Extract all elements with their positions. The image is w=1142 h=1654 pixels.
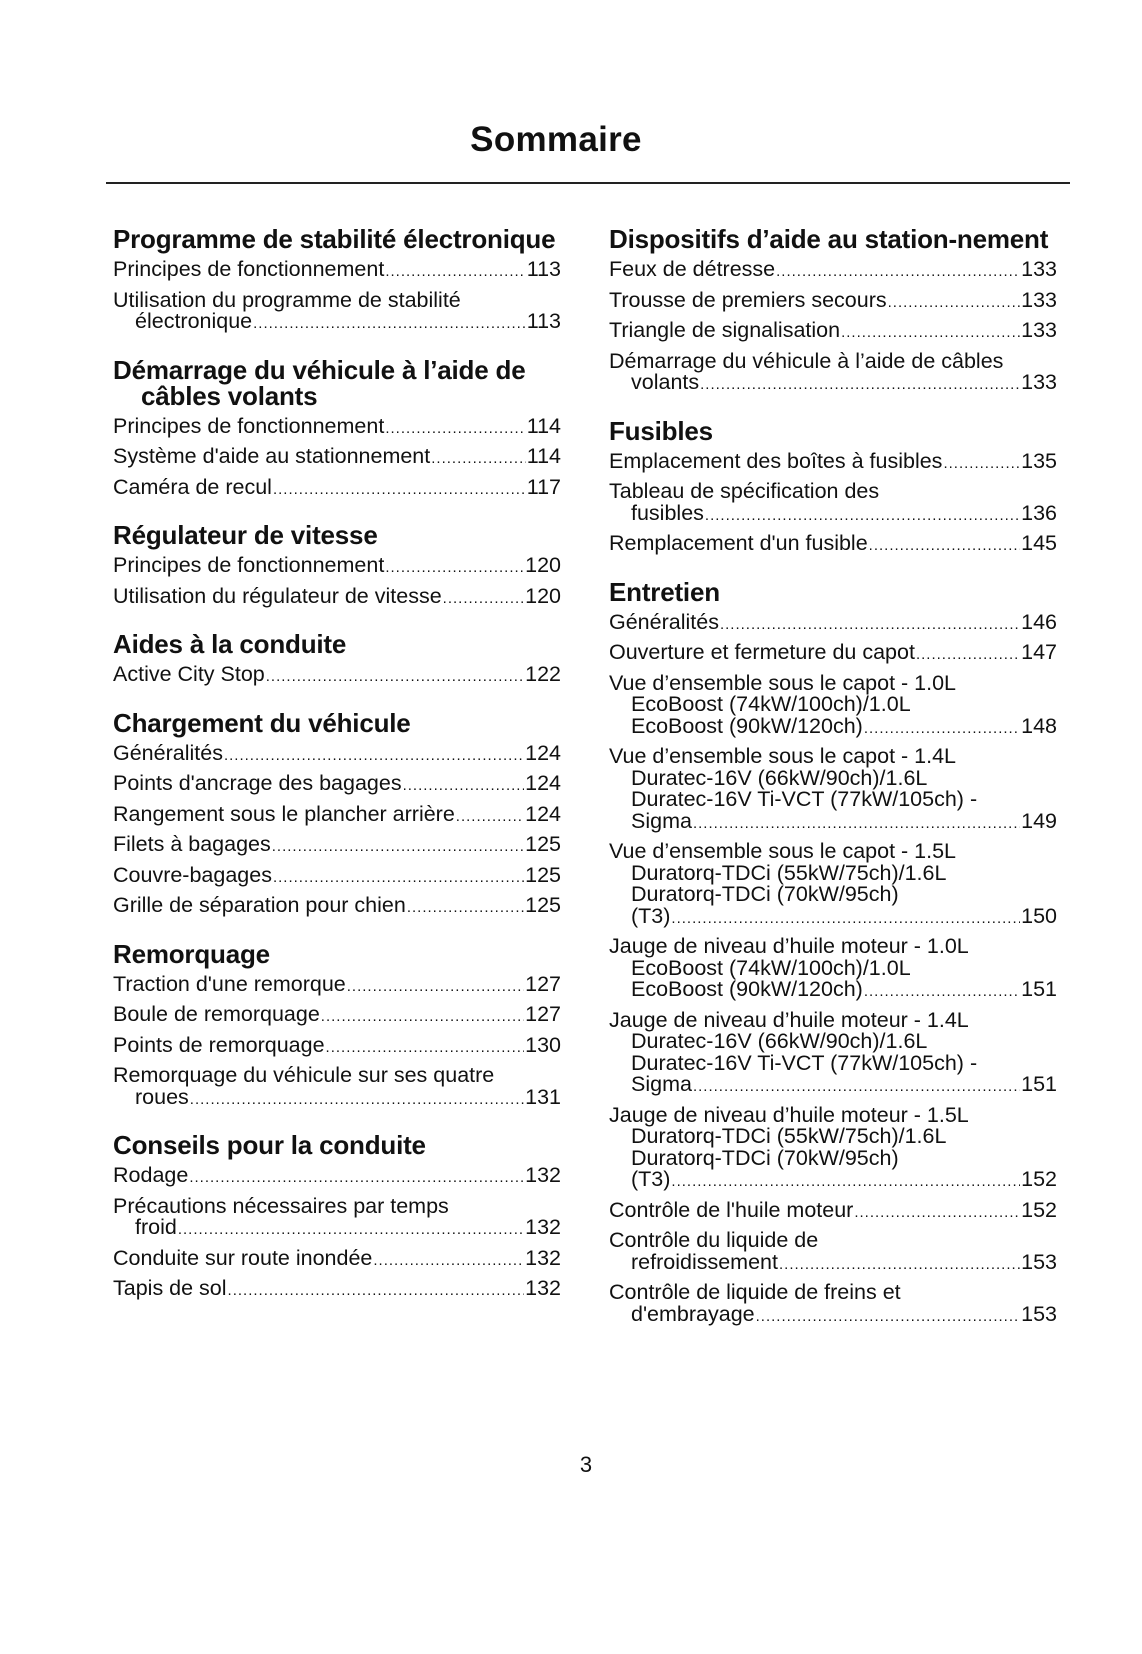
entry-last-line: [113, 834, 561, 858]
entry-last-line: [113, 773, 561, 797]
toc-section: [113, 522, 561, 609]
toc-entry[interactable]: [609, 533, 1057, 557]
entry-page-number[interactable]: 114: [526, 413, 561, 438]
entry-page-number[interactable]: 150: [1021, 903, 1057, 928]
entry-page-number[interactable]: 117: [526, 474, 561, 499]
dot-leader: [841, 322, 1020, 344]
entry-last-line: [609, 1169, 1057, 1193]
entry-page-number[interactable]: 136: [1021, 500, 1057, 525]
entry-last-line: [113, 1084, 561, 1111]
entry-last-line: [609, 979, 1057, 1003]
dot-leader: [326, 1037, 525, 1059]
toc-entry[interactable]: [113, 1193, 561, 1241]
entry-last-line: [609, 372, 1057, 396]
dot-leader: [869, 535, 1020, 557]
entry-last-line: [609, 808, 1057, 835]
entry-last-line: [113, 555, 561, 579]
entry-title-line: Duratec-16V Ti-VCT (77kW/105ch) -: [631, 787, 978, 811]
toc-section: [113, 938, 561, 1111]
page-number: 3: [579, 1452, 593, 1477]
toc-entry[interactable]: [113, 555, 561, 579]
entry-title-line: Contrôle de l'huile moteur: [609, 1197, 854, 1222]
entry-last-line: [113, 583, 561, 610]
toc-entry[interactable]: [609, 1282, 1057, 1327]
toc-entry[interactable]: [113, 740, 561, 767]
entry-title-line: Jauge de niveau d’huile moteur - 1.0L: [609, 934, 969, 958]
entry-page-number[interactable]: 149: [1021, 808, 1057, 833]
toc-entry[interactable]: [113, 1278, 561, 1302]
entry-title-line: Conduite sur route inondée: [113, 1245, 373, 1270]
entry-page-number[interactable]: 130: [525, 1032, 561, 1057]
entry-page-number[interactable]: 125: [525, 832, 561, 856]
dot-leader: [178, 1219, 524, 1241]
dot-leader: [443, 588, 524, 610]
entry-title-line: Contrôle de liquide de freins et: [609, 1280, 901, 1304]
section-heading: Régulateur de vitesse: [113, 520, 378, 550]
entry-title-line: EcoBoost (90kW/120ch): [631, 977, 863, 1001]
entry-page-number[interactable]: 146: [1021, 609, 1057, 634]
toc-entry[interactable]: [113, 1032, 561, 1059]
section-heading: Chargement du véhicule: [113, 707, 411, 738]
toc-entry[interactable]: [113, 1065, 561, 1110]
toc-entry[interactable]: [113, 1245, 561, 1272]
toc-entry[interactable]: [609, 1230, 1057, 1275]
entry-page-number[interactable]: 113: [526, 257, 561, 281]
toc-section: [609, 415, 1057, 557]
entry-page-number[interactable]: 133: [1021, 370, 1057, 394]
page-title: Sommaire: [470, 120, 642, 159]
section-heading: Dispositifs d’aide au station-nement: [609, 224, 1049, 254]
entry-page-number[interactable]: 124: [525, 801, 561, 826]
dot-leader: [273, 479, 526, 501]
entry-title-line: Utilisation du régulateur de vitesse: [113, 583, 442, 608]
entry-last-line: [113, 740, 561, 767]
entry-page-number[interactable]: 152: [1021, 1197, 1057, 1222]
entry-page-number[interactable]: 132: [525, 1215, 561, 1239]
section-heading: Aides à la conduite: [113, 629, 347, 659]
toc-entry[interactable]: [113, 664, 561, 688]
entry-title-line: Démarrage du véhicule à l’aide de câbles: [609, 348, 1004, 373]
dot-leader: [864, 718, 1020, 740]
toc-entry[interactable]: [113, 971, 561, 998]
dot-leader: [266, 666, 524, 688]
toc-entry[interactable]: [609, 259, 1057, 283]
dot-leader: [431, 448, 525, 470]
dot-leader: [385, 261, 525, 283]
toc-entry[interactable]: [113, 834, 561, 858]
toc-entry[interactable]: [113, 1004, 561, 1028]
toc-entry[interactable]: [113, 259, 561, 283]
toc-entry[interactable]: [113, 801, 561, 828]
dot-leader: [916, 644, 1020, 666]
toc-entry[interactable]: [113, 413, 561, 440]
toc-entry[interactable]: [609, 448, 1057, 475]
entry-page-number[interactable]: 132: [525, 1276, 561, 1300]
entry-title-line: Contrôle du liquide de: [609, 1228, 819, 1252]
section-heading: Programme de stabilité électronique: [113, 224, 556, 254]
dot-leader: [693, 813, 1020, 835]
section-heading: Conseils pour la conduite: [113, 1130, 426, 1160]
entry-last-line: [609, 903, 1057, 930]
toc-entry[interactable]: [609, 841, 1057, 929]
entry-title-line: Duratec-16V Ti-VCT (77kW/105ch) -: [631, 1050, 978, 1075]
toc-entry[interactable]: [609, 320, 1057, 344]
toc-entry[interactable]: [609, 609, 1057, 636]
entry-last-line: [609, 287, 1057, 314]
dot-leader: [385, 418, 525, 440]
entry-title-line: Duratorq-TDCi (55kW/75ch)/1.6L: [631, 1124, 947, 1148]
entry-last-line: [609, 1197, 1057, 1224]
toc-entry[interactable]: [609, 642, 1057, 666]
entry-page-number[interactable]: 148: [1021, 713, 1057, 738]
entry-title-line: Duratec-16V (66kW/90ch)/1.6L: [631, 765, 928, 790]
entry-page-number[interactable]: 114: [526, 444, 561, 468]
toc-section: [113, 354, 561, 501]
toc-entry[interactable]: [609, 1007, 1057, 1098]
toc-entry[interactable]: [113, 862, 561, 889]
entry-title-line: (T3): [631, 1167, 671, 1191]
entry-title-line: Rodage: [113, 1163, 189, 1187]
entry-title-line: Ouverture et fermeture du capot: [609, 640, 915, 664]
dot-leader: [671, 908, 1020, 930]
entry-last-line: [113, 1032, 561, 1059]
entry-title-line: (T3): [631, 903, 671, 928]
title-divider: [106, 182, 1070, 184]
entry-title-line: Principes de fonctionnement: [113, 553, 385, 577]
section-heading: Fusibles: [609, 415, 713, 446]
entry-title-line: Traction d'une remorque: [113, 971, 346, 996]
entry-last-line: [113, 1217, 561, 1241]
entry-page-number[interactable]: 127: [525, 1002, 561, 1026]
entry-page-number[interactable]: 124: [525, 740, 561, 765]
entry-page-number[interactable]: 124: [525, 771, 561, 795]
entry-last-line: [113, 1245, 561, 1272]
dot-leader: [228, 1280, 525, 1302]
entry-page-number[interactable]: 132: [525, 1163, 561, 1187]
entry-title-line: Système d'aide au stationnement: [113, 444, 431, 468]
dot-leader: [189, 1167, 524, 1189]
dot-leader: [776, 261, 1020, 283]
dot-leader: [403, 775, 525, 797]
entry-last-line: [113, 259, 561, 283]
entry-title-line: Généralités: [609, 609, 719, 634]
entry-page-number[interactable]: 133: [1021, 257, 1057, 281]
entry-page-number[interactable]: 120: [525, 553, 561, 577]
entry-title-line: Vue d’ensemble sous le capot - 1.4L: [609, 744, 957, 768]
entry-page-number[interactable]: 133: [1021, 318, 1057, 342]
toc-section: [609, 226, 1057, 396]
entry-last-line: [113, 801, 561, 828]
entry-title-line: Duratorq-TDCi (70kW/95ch): [631, 882, 899, 906]
dot-leader: [671, 1171, 1020, 1193]
entry-title-line: EcoBoost (74kW/100ch)/1.0L: [631, 955, 911, 980]
dot-leader: [407, 897, 524, 919]
dot-leader: [888, 292, 1021, 314]
toc-entry[interactable]: [609, 481, 1057, 526]
dot-leader: [373, 1250, 524, 1272]
dot-leader: [273, 867, 524, 889]
dot-leader: [756, 1306, 1021, 1328]
toc-entry[interactable]: [609, 1102, 1057, 1193]
toc-entry[interactable]: [609, 746, 1057, 834]
entry-title-line: Grille de séparation pour chien: [113, 893, 406, 917]
toc-entry[interactable]: [113, 583, 561, 610]
entry-last-line: [113, 1004, 561, 1028]
entry-page-number[interactable]: 125: [525, 893, 561, 917]
entry-title-line: Jauge de niveau d’huile moteur - 1.5L: [609, 1102, 969, 1127]
entry-page-number[interactable]: 153: [1021, 1249, 1057, 1274]
dot-leader: [864, 981, 1020, 1003]
toc-section: [113, 1132, 561, 1302]
entry-title-line: Duratec-16V (66kW/90ch)/1.6L: [631, 1029, 928, 1053]
dot-leader: [693, 1076, 1020, 1098]
entry-page-number[interactable]: 125: [525, 862, 561, 887]
entry-page-number[interactable]: 120: [525, 583, 561, 608]
toc-entry[interactable]: [609, 348, 1057, 396]
entry-title-line: Trousse de premiers secours: [609, 287, 887, 312]
dot-leader: [779, 1254, 1020, 1276]
toc-entry[interactable]: [609, 670, 1057, 740]
toc-entry[interactable]: [113, 773, 561, 797]
entry-title-line: refroidissement: [631, 1249, 778, 1274]
entry-page-number[interactable]: 151: [1021, 977, 1057, 1001]
entry-last-line: [609, 1301, 1057, 1328]
entry-title-line: Tapis de sol: [113, 1276, 227, 1300]
toc-section: [113, 226, 561, 335]
entry-title-line: fusibles: [631, 500, 704, 525]
dot-leader: [720, 614, 1020, 636]
entry-title-line: Couvre-bagages: [113, 862, 272, 887]
entry-last-line: [609, 609, 1057, 636]
entry-title-line: d'embrayage: [631, 1301, 755, 1326]
entry-title-line: Points d'ancrage des bagages: [113, 771, 402, 795]
entry-title-line: Sigma: [631, 808, 692, 833]
entry-last-line: [609, 1074, 1057, 1098]
section-heading: Démarrage du véhicule à l’aide de câbles volants: [113, 354, 526, 411]
entry-title-line: Principes de fonctionnement: [113, 413, 385, 438]
entry-title-line: Feux de détresse: [609, 257, 776, 281]
entry-title-line: Utilisation du programme de stabilité: [113, 287, 461, 312]
entry-last-line: [609, 1249, 1057, 1276]
toc-entry[interactable]: [609, 1197, 1057, 1224]
entry-title-line: Points de remorquage: [113, 1032, 325, 1057]
entry-last-line: [609, 642, 1057, 666]
entry-title-line: Remplacement d'un fusible: [609, 531, 868, 555]
entry-title-line: Caméra de recul: [113, 474, 272, 499]
entry-page-number[interactable]: 152: [1021, 1167, 1057, 1191]
entry-last-line: [113, 1165, 561, 1189]
toc-entry[interactable]: [113, 1165, 561, 1189]
entry-title-line: Boule de remorquage: [113, 1002, 320, 1026]
entry-last-line: [113, 895, 561, 919]
entry-last-line: [113, 1278, 561, 1302]
dot-leader: [253, 313, 526, 335]
entry-title-line: Principes de fonctionnement: [113, 257, 385, 281]
dot-leader: [224, 745, 524, 767]
entry-page-number[interactable]: 153: [1021, 1301, 1057, 1326]
entry-last-line: [113, 311, 561, 335]
entry-title-line: Duratorq-TDCi (70kW/95ch): [631, 1145, 899, 1170]
dot-leader: [347, 976, 524, 998]
dot-leader: [705, 505, 1020, 527]
entry-last-line: [609, 713, 1057, 740]
entry-title-line: Remorquage du véhicule sur ses quatre: [113, 1063, 495, 1087]
toc-entry[interactable]: [609, 936, 1057, 1003]
entry-title-line: Active City Stop: [113, 662, 265, 686]
section-heading: Remorquage: [113, 938, 270, 969]
toc-column-right: [609, 226, 1057, 1349]
entry-title-line: Vue d’ensemble sous le capot - 1.5L: [609, 839, 957, 863]
entry-title-line: Vue d’ensemble sous le capot - 1.0L: [609, 670, 957, 695]
entry-page-number[interactable]: 133: [1021, 287, 1057, 312]
section-heading: Entretien: [609, 576, 720, 607]
entry-last-line: [113, 664, 561, 688]
entry-page-number[interactable]: 135: [1021, 448, 1057, 473]
entry-title-line: roues: [135, 1084, 189, 1109]
entry-page-number[interactable]: 132: [525, 1245, 561, 1270]
toc-section: [609, 576, 1057, 1328]
entry-title-line: froid: [135, 1215, 177, 1239]
entry-page-number[interactable]: 127: [525, 971, 561, 996]
entry-last-line: [609, 320, 1057, 344]
entry-last-line: [113, 971, 561, 998]
entry-page-number[interactable]: 113: [526, 309, 561, 333]
entry-title-line: Généralités: [113, 740, 223, 765]
dot-leader: [272, 836, 524, 858]
entry-title-line: Sigma: [631, 1072, 692, 1096]
entry-title-line: Jauge de niveau d’huile moteur - 1.4L: [609, 1007, 969, 1032]
toc-section: [113, 707, 561, 919]
toc-entry[interactable]: [609, 287, 1057, 314]
entry-title-line: Emplacement des boîtes à fusibles: [609, 448, 943, 473]
dot-leader: [700, 374, 1020, 396]
entry-last-line: [113, 413, 561, 440]
toc-entry[interactable]: [113, 474, 561, 501]
toc-entry[interactable]: [113, 895, 561, 919]
toc-entry[interactable]: [113, 446, 561, 470]
dot-leader: [943, 453, 1020, 475]
entry-last-line: [609, 533, 1057, 557]
toc-entry[interactable]: [113, 287, 561, 335]
entry-title-line: Duratorq-TDCi (55kW/75ch)/1.6L: [631, 860, 947, 885]
entry-last-line: [113, 862, 561, 889]
entry-title-line: électronique: [135, 309, 253, 333]
entry-title-line: Triangle de signalisation: [609, 318, 841, 342]
entry-title-line: Précautions nécessaires par temps: [113, 1193, 449, 1218]
dot-leader: [190, 1089, 524, 1111]
entry-title-line: Tableau de spécification des: [609, 479, 880, 503]
dot-leader: [321, 1006, 524, 1028]
entry-last-line: [609, 500, 1057, 527]
dot-leader: [456, 806, 524, 828]
dot-leader: [385, 557, 524, 579]
entry-last-line: [113, 446, 561, 470]
entry-title-line: volants: [631, 370, 700, 394]
entry-title-line: EcoBoost (90kW/120ch): [631, 713, 863, 738]
entry-page-number[interactable]: 122: [525, 662, 561, 686]
entry-page-number[interactable]: 151: [1021, 1072, 1057, 1096]
toc-section: [113, 631, 561, 688]
entry-title-line: Rangement sous le plancher arrière: [113, 801, 455, 826]
entry-page-number[interactable]: 131: [525, 1084, 561, 1109]
entry-last-line: [609, 259, 1057, 283]
entry-title-line: Filets à bagages: [113, 832, 271, 856]
entry-last-line: [113, 474, 561, 501]
dot-leader: [854, 1202, 1020, 1224]
toc-column-left: [113, 226, 561, 1324]
entry-page-number[interactable]: 147: [1021, 640, 1057, 664]
entry-page-number[interactable]: 145: [1021, 531, 1057, 555]
entry-last-line: [609, 448, 1057, 475]
entry-title-line: EcoBoost (74kW/100ch)/1.0L: [631, 692, 911, 716]
